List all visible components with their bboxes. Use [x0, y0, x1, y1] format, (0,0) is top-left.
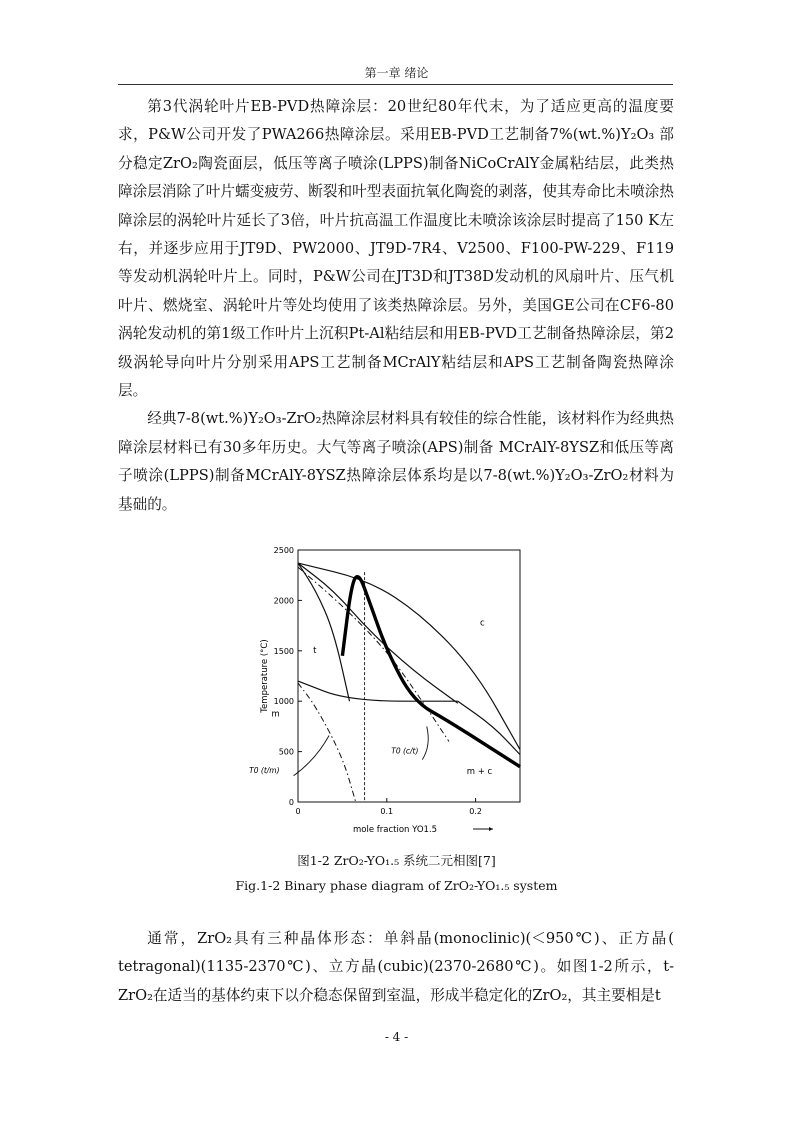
figure-caption-chinese: 图1-2 ZrO₂-YO₁.₅ 系统二元相图[7] [297, 853, 496, 868]
transition-temperature-annotation: T0 (t/m) [249, 765, 280, 775]
phase-label: m + c [466, 766, 493, 777]
y-tick-label: 500 [278, 747, 294, 757]
x-tick-label: 0.1 [380, 807, 394, 816]
page-number: - 4 - [384, 1030, 409, 1044]
phase-label: m [271, 709, 280, 720]
body-text-continued [118, 925, 674, 1010]
x-axis-arrowhead [489, 827, 493, 831]
paragraph-2: 经典7-8(wt.%)Y₂O₃-ZrO₂热障涂层材料具有较佳的综合性能，该材料作为经典热障涂层材料已有30多年历史。大气等离子喷涂(APS)制备 MCrAlY-8YSZ和低压等离子喷涂(LPPS)制备MCrAlY-8YSZ热障涂层体系均是以7-8(wt.%)Y₂O₃-ZrO₂材料为基础的。 [118, 410, 674, 513]
phase-boundary-bold-line [342, 577, 520, 767]
y-axis-label: Temperature (°C) [260, 639, 270, 713]
phase-boundary-dash-dot-line [298, 683, 356, 802]
phase-boundary-dash-dot-line [298, 567, 449, 741]
y-tick-label: 1000 [273, 697, 294, 707]
running-header: 第一章 绪论 [364, 66, 429, 80]
phase-diagram-figure [249, 540, 540, 835]
transition-temperature-annotation: T0 (c/t) [391, 746, 419, 756]
paragraph-1: 第3代涡轮叶片EB-PVD热障涂层：20世纪80年代末，为了适应更高的温度要求，P&W公司开发了PWA266热障涂层。采用EB-PVD工艺制备7%(wt.%)Y₂O₃ 部分稳定ZrO₂陶瓷面层，低压等离子喷涂(LPPS)制备NiCoCrAlY金属粘结层，此类热障涂层消除了叶片蠕变疲劳、断裂和叶型表面抗氧化陶瓷的剥落，使其寿命比未喷涂热障涂层的涡轮叶片延长了3倍，叶片抗高温工作温度比未喷涂该涂层时提高了150 K左右，并逐步应用于JT9D、PW2000、JT9D-7R4、V2500、F100-PW-229、F119等发动机涡轮叶片上。同时，P&W公司在JT3D和JT38D发动机的风扇叶片、压气机叶片、燃烧室、涡轮叶片等处均使用了该类热障涂层。另外，美国GE公司在CF6-80涡轮发动机的第1级工作叶片上沉积Pt-Al粘结层和用EB-PVD工艺制备热障涂层，第2级涡轮导向叶片分别采用APS工艺制备MCrAlY粘结层和APS工艺制备陶瓷热障涂层。 [118, 98, 674, 400]
phase-label: t [313, 645, 317, 656]
annotation-pointer-tm [294, 735, 330, 775]
x-tick-label: 0.2 [469, 807, 482, 816]
body-text [118, 93, 674, 519]
phase-boundary-solid-line [298, 681, 458, 701]
phase-boundary-solid-line [298, 563, 458, 703]
y-tick-label: 2000 [273, 596, 294, 606]
phase-diagram-chart [249, 540, 540, 835]
chart-frame [298, 550, 520, 802]
annotation-pointer-ct [422, 726, 428, 759]
header-rule [118, 84, 673, 85]
phase-label: c [480, 618, 485, 629]
y-tick-label: 2500 [273, 546, 294, 555]
figure-caption-english: Fig.1-2 Binary phase diagram of ZrO₂-YO₁.₅ system [235, 878, 558, 893]
x-axis-label: mole fraction YO1.5 [353, 825, 438, 835]
paragraph-3: 通常，ZrO₂具有三种晶体形态：单斜晶(monoclinic)(＜950℃)、正方晶( tetragonal)(1135-2370℃)、立方晶(cubic)(2370-2680℃)。如图1-2所示，t-ZrO₂在适当的基体约束下以介稳态保留到室温，形成半稳定化的ZrO₂，其主要相是t [118, 930, 674, 1004]
y-tick-label: 1500 [273, 646, 294, 656]
y-tick-label: 0 [288, 798, 294, 807]
x-tick-label: 0 [295, 807, 301, 816]
